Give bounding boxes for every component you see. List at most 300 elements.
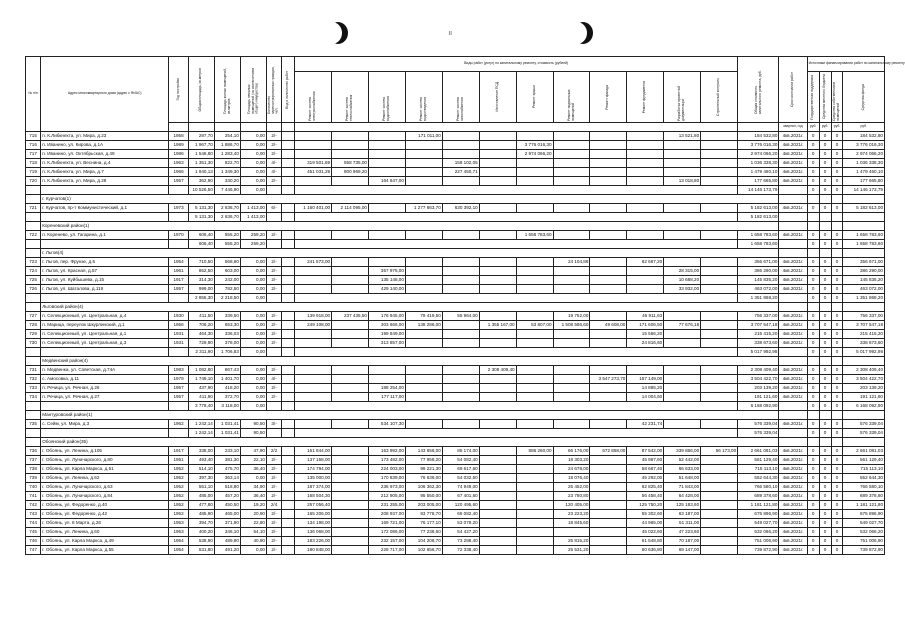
finance-cell: 751 006,90 — [843, 537, 885, 546]
row-address: г. Обоянь, ул. Федоренко, д.40 — [41, 501, 169, 510]
subtotal-row — [26, 213, 885, 222]
empty-cell — [266, 240, 281, 249]
row-address: п. К.Либкнехта, ул. Мира, д.7 — [41, 168, 169, 177]
row-deadline: 4кв.2021г. — [779, 159, 807, 168]
table-row — [26, 501, 885, 510]
subtotal-area: 606,40 — [188, 240, 214, 249]
row-work-cost — [479, 330, 516, 339]
table-row — [26, 465, 885, 474]
row-deadline: 4кв.2021г. — [779, 447, 807, 456]
row-number: 725 — [26, 276, 41, 285]
row-nonliving-area: 0,00 — [240, 258, 266, 267]
row-work-cost — [590, 258, 627, 267]
row-work-cost — [479, 312, 516, 321]
row-total-area: 297,70 — [188, 132, 214, 141]
row-work-cost — [479, 285, 516, 294]
row-work-cost — [590, 456, 627, 465]
finance-cell: 191 121,60 — [843, 393, 885, 402]
row-work-cost — [442, 177, 479, 186]
row-total-area: 1 082,80 — [188, 366, 214, 375]
empty-cell — [26, 294, 41, 303]
row-work-cost — [701, 312, 738, 321]
row-number: 736 — [26, 447, 41, 456]
row-total-cost: 191 121,60 — [738, 393, 779, 402]
finance-cell: 1 658 783,60 — [843, 231, 885, 240]
row-work-cost: 69 147,00 — [664, 546, 701, 555]
row-work-cost — [701, 321, 738, 330]
finance-cell: 0 — [807, 348, 819, 357]
subtotal-nonliving: 1 413,00 — [240, 213, 266, 222]
row-total-cost: 689 378,60 — [738, 492, 779, 501]
row-nonliving-area: 0,00 — [240, 276, 266, 285]
row-work-cost — [479, 474, 516, 483]
subtotal-area: 10 526,50 — [188, 186, 214, 195]
row-work-cost: 82 667,20 — [627, 258, 664, 267]
row-total-area: 400,20 — [188, 528, 214, 537]
row-work-cost: 24 104,88 — [553, 258, 590, 267]
finance-cell: 0 — [819, 258, 831, 267]
row-total-cost: 463 072,00 — [738, 285, 779, 294]
row-living-area: 1 031,41 — [214, 420, 240, 429]
finance-cell: 338 673,60 — [843, 339, 885, 348]
row-work-cost — [295, 375, 332, 384]
row-work-cost — [516, 267, 553, 276]
finance-cell: 0 — [819, 393, 831, 402]
subtotal-nonliving: 259,20 — [240, 240, 266, 249]
crescent-mark-left — [328, 22, 342, 44]
finance-cell: 184 532,80 — [843, 132, 885, 141]
row-work-cost: 171 011,00 — [405, 132, 442, 141]
finance-cell — [819, 213, 831, 222]
finance-cell: 0 — [831, 348, 843, 357]
row-work-cost: 45 022,60 — [627, 528, 664, 537]
row-work-cost — [442, 366, 479, 375]
row-work-cost: 1 658 783,60 — [516, 231, 553, 240]
row-work-cost — [479, 447, 516, 456]
row-work-cost: 51 648,00 — [664, 474, 701, 483]
finance-cell — [843, 222, 885, 231]
finance-cell — [843, 357, 885, 366]
row-work-cost — [332, 231, 369, 240]
finance-cell: 0 — [819, 483, 831, 492]
row-work-cost — [664, 366, 701, 375]
subtotal-living: 2 636,70 — [214, 213, 240, 222]
finance-cell: 0 — [819, 384, 831, 393]
row-work-cost — [516, 159, 553, 168]
finance-cell: 715 113,10 — [843, 465, 885, 474]
finance-cell: 0 — [831, 294, 843, 303]
region-label: г. Льгов(4) — [41, 249, 779, 258]
row-work-cost — [627, 150, 664, 159]
finance-cell: 0 — [807, 492, 819, 501]
finance-cell: 0 — [819, 321, 831, 330]
row-kind — [282, 456, 295, 465]
row-residents: 6/- — [266, 204, 281, 213]
finance-cell: 689 378,60 — [843, 492, 885, 501]
row-work-cost — [553, 339, 590, 348]
subtotal-total: 14 146 173,79 — [738, 186, 779, 195]
finance-cell: 0 — [831, 321, 843, 330]
empty-cell — [779, 411, 807, 420]
finance-cell: 0 — [807, 285, 819, 294]
table-row — [26, 366, 885, 375]
finance-cell: 0 — [819, 546, 831, 555]
header-nonliving-area: Площадь нежилых помещений (за исключением общего имущества) — [240, 57, 266, 123]
row-work-cost — [664, 204, 701, 213]
row-work-cost — [627, 177, 664, 186]
empty-cell — [779, 429, 807, 438]
row-work-cost — [295, 384, 332, 393]
row-deadline: 4кв.2021г. — [779, 258, 807, 267]
row-kind — [282, 465, 295, 474]
row-kind — [282, 258, 295, 267]
empty-cell — [26, 303, 41, 312]
row-work-cost: 183 226,00 — [295, 537, 332, 546]
row-kind — [282, 339, 295, 348]
row-work-cost — [405, 231, 442, 240]
finance-cell: 0 — [807, 474, 819, 483]
row-year: 1986 — [169, 150, 189, 159]
row-deadline: 4кв.2021г. — [779, 177, 807, 186]
row-work-cost — [664, 141, 701, 150]
subtotal-row — [26, 186, 885, 195]
empty-cell — [282, 213, 295, 222]
row-living-area: 555,20 — [214, 231, 240, 240]
table-row — [26, 528, 885, 537]
table-row — [26, 537, 885, 546]
row-number: 717 — [26, 150, 41, 159]
finance-cell: 0 — [819, 141, 831, 150]
row-work-cost: 199 849,00 — [368, 330, 405, 339]
row-deadline: 4кв.2021г. — [779, 384, 807, 393]
unit-rub: руб. — [819, 123, 831, 132]
finance-cell: 0 — [807, 420, 819, 429]
row-work-cost: 54 427,20 — [442, 528, 479, 537]
table-row — [26, 519, 885, 528]
row-work-cost — [590, 537, 627, 546]
finance-cell: 0 — [819, 339, 831, 348]
finance-cell — [843, 438, 885, 447]
empty-cell — [282, 186, 295, 195]
row-work-cost — [701, 132, 738, 141]
row-work-cost — [516, 456, 553, 465]
finance-cell — [807, 249, 819, 258]
row-work-cost — [590, 465, 627, 474]
unit-cell — [295, 123, 738, 132]
row-work-cost: 52 442,00 — [664, 456, 701, 465]
finance-cell: 3 776 016,30 — [843, 141, 885, 150]
finance-cell: 0 — [819, 501, 831, 510]
row-nonliving-area: 0,00 — [240, 393, 266, 402]
row-nonliving-area: 34,90 — [240, 483, 266, 492]
unit-month: квартал, год — [779, 123, 807, 132]
row-work-cost: 47 223,60 — [664, 528, 701, 537]
subtotal-row — [26, 240, 885, 249]
row-work-cost — [701, 537, 738, 546]
finance-cell: 0 — [807, 501, 819, 510]
row-nonliving-area: 0,00 — [240, 330, 266, 339]
row-residents: 3/- — [266, 420, 281, 429]
row-residents: 4/- — [266, 168, 281, 177]
row-work-cost — [590, 150, 627, 159]
finance-cell: 0 — [831, 537, 843, 546]
subtotal-total: 576 339,04 — [738, 429, 779, 438]
row-kind — [282, 330, 295, 339]
row-number: 733 — [26, 384, 41, 393]
row-work-cost: 13 521,80 — [664, 132, 701, 141]
row-work-cost — [479, 150, 516, 159]
row-year: 1963 — [169, 159, 189, 168]
subtotal-living: 2 218,50 — [214, 294, 240, 303]
row-nonliving-area: 54,10 — [240, 528, 266, 537]
row-deadline: 4кв.2021г. — [779, 312, 807, 321]
finance-cell — [807, 357, 819, 366]
row-living-area: 653,30 — [214, 321, 240, 330]
empty-cell — [169, 213, 189, 222]
row-year: 1970 — [169, 231, 189, 240]
row-address: г. Льгов, пер. Фрунзе, д.5 — [41, 258, 169, 267]
row-work-cost — [442, 276, 479, 285]
row-work-cost — [368, 366, 405, 375]
row-work-cost — [479, 519, 516, 528]
row-deadline: 4кв.2021г. — [779, 537, 807, 546]
row-work-cost — [553, 366, 590, 375]
row-total-cost: 356 671,00 — [738, 258, 779, 267]
row-work-cost — [442, 330, 479, 339]
row-work-cost — [479, 276, 516, 285]
region-label: Медвенский район(4) — [41, 357, 779, 366]
row-work-cost: 138 286,00 — [405, 321, 442, 330]
row-work-cost — [590, 132, 627, 141]
table-row — [26, 132, 885, 141]
empty-cell — [295, 186, 738, 195]
finance-cell: 0 — [831, 519, 843, 528]
empty-cell — [26, 402, 41, 411]
row-work-cost: 135 000,00 — [295, 474, 332, 483]
row-work-cost — [479, 339, 516, 348]
row-work-cost — [516, 492, 553, 501]
finance-cell: 0 — [807, 294, 819, 303]
header-work-6: Изготовление ПСД — [479, 72, 516, 123]
region-header-row — [26, 411, 885, 420]
finance-cell: 0 — [819, 150, 831, 159]
row-work-cost: 104 208,70 — [405, 537, 442, 546]
row-year: 1966 — [169, 168, 189, 177]
empty-cell — [26, 240, 41, 249]
row-residents: 2/- — [266, 393, 281, 402]
row-work-cost: 49 608,00 — [590, 321, 627, 330]
row-work-cost — [332, 510, 369, 519]
row-total-cost: 1 479 460,10 — [738, 168, 779, 177]
finance-cell: 0 — [831, 258, 843, 267]
subtotal-area: 2 855,30 — [188, 294, 214, 303]
row-number: 719 — [26, 168, 41, 177]
row-number: 727 — [26, 312, 41, 321]
row-work-cost — [553, 168, 590, 177]
row-work-cost — [590, 546, 627, 555]
row-deadline: 4кв.2021г. — [779, 492, 807, 501]
empty-cell — [779, 186, 807, 195]
row-work-cost — [701, 375, 738, 384]
row-nonliving-area: 47,90 — [240, 447, 266, 456]
header-finance-group: Источники финансирования работ по капитальному ремонту — [807, 57, 884, 72]
row-work-cost: 228 717,00 — [368, 546, 405, 555]
finance-cell: 0 — [807, 528, 819, 537]
row-work-cost: 672 858,00 — [590, 447, 627, 456]
row-work-cost — [332, 420, 369, 429]
row-work-cost: 303 666,00 — [368, 321, 405, 330]
finance-cell: 0 — [831, 366, 843, 375]
finance-cell: 0 — [807, 168, 819, 177]
row-total-cost: 1 036 338,30 — [738, 159, 779, 168]
row-living-area: 418,20 — [214, 384, 240, 393]
row-work-cost: 558 735,00 — [332, 159, 369, 168]
row-work-cost: 139 918,00 — [295, 312, 332, 321]
row-work-cost — [479, 204, 516, 213]
row-address: г. Обоянь, ул. Ленина, д.105 — [41, 447, 169, 456]
row-address: с. Амосовка, д.11 — [41, 375, 169, 384]
finance-cell: 0 — [831, 492, 843, 501]
row-living-area: 233,10 — [214, 447, 240, 456]
row-work-cost: 187 374,00 — [295, 483, 332, 492]
row-kind — [282, 510, 295, 519]
table-row — [26, 168, 885, 177]
row-work-cost — [516, 420, 553, 429]
table-row — [26, 510, 885, 519]
row-work-cost — [627, 204, 664, 213]
row-work-cost — [701, 168, 738, 177]
row-residents: 2/- — [266, 276, 281, 285]
row-work-cost — [479, 141, 516, 150]
row-number: 738 — [26, 465, 41, 474]
row-work-cost — [701, 501, 738, 510]
row-total-area: 411,90 — [188, 393, 214, 402]
row-kind — [282, 267, 295, 276]
row-work-cost: 24 816,60 — [627, 339, 664, 348]
finance-cell: 0 — [831, 177, 843, 186]
row-work-cost — [590, 420, 627, 429]
table-row — [26, 384, 885, 393]
unit-cell — [282, 123, 295, 132]
row-address: п. Селекционный, ул. Центральная, д.1 — [41, 330, 169, 339]
row-work-cost — [664, 393, 701, 402]
row-work-cost — [516, 276, 553, 285]
finance-cell: 0 — [807, 312, 819, 321]
row-address: п. К.Либкнехта, ул. Мира, д.28 — [41, 177, 169, 186]
row-residents: 2/- — [266, 528, 281, 537]
row-residents: 2/- — [266, 546, 281, 555]
row-total-area: 1 242,14 — [188, 420, 214, 429]
empty-cell — [169, 294, 189, 303]
row-number: 742 — [26, 501, 41, 510]
row-total-cost: 751 006,90 — [738, 537, 779, 546]
finance-cell — [819, 438, 831, 447]
row-work-cost — [701, 510, 738, 519]
header-address: Адрес многоквартирного дома (адрес с ФИАС) — [41, 57, 169, 132]
finance-cell: 0 — [819, 510, 831, 519]
finance-cell: 0 — [807, 519, 819, 528]
row-total-area: 1 749,10 — [188, 375, 214, 384]
row-work-cost — [701, 258, 738, 267]
finance-cell: 0 — [807, 375, 819, 384]
row-work-cost — [332, 141, 369, 150]
finance-cell — [819, 195, 831, 204]
finance-cell: 0 — [819, 330, 831, 339]
finance-cell: 0 — [831, 447, 843, 456]
row-work-cost — [701, 267, 738, 276]
empty-cell — [779, 213, 807, 222]
row-work-cost — [405, 339, 442, 348]
finance-cell: 0 — [831, 375, 843, 384]
row-work-cost: 99 221,30 — [405, 465, 442, 474]
row-total-area: 538,90 — [188, 537, 214, 546]
row-work-cost — [553, 177, 590, 186]
finance-cell: 756 337,00 — [843, 312, 885, 321]
row-work-cost — [701, 456, 738, 465]
row-living-area: 822,70 — [214, 159, 240, 168]
row-work-cost — [332, 366, 369, 375]
row-work-cost — [479, 537, 516, 546]
table-row — [26, 177, 885, 186]
row-work-cost — [701, 465, 738, 474]
row-work-cost: 157 149,00 — [627, 375, 664, 384]
row-total-cost: 3 776 016,30 — [738, 141, 779, 150]
header-work-12: Строительный контроль — [701, 72, 738, 123]
finance-cell: 0 — [831, 150, 843, 159]
subtotal-total: 6 168 092,90 — [738, 402, 779, 411]
finance-cell: 0 — [819, 429, 831, 438]
row-work-cost: 56 173,00 — [701, 447, 738, 456]
row-work-cost — [664, 231, 701, 240]
row-work-cost: 25 815,20 — [553, 537, 590, 546]
row-year: 1952 — [169, 492, 189, 501]
row-work-cost: 176 945,00 — [368, 312, 405, 321]
row-work-cost: 143 656,00 — [405, 447, 442, 456]
row-work-cost — [442, 321, 479, 330]
row-work-cost — [332, 447, 369, 456]
finance-cell: 0 — [807, 276, 819, 285]
empty-cell — [779, 240, 807, 249]
row-work-cost — [701, 285, 738, 294]
finance-cell: 0 — [807, 447, 819, 456]
row-work-cost — [701, 366, 738, 375]
finance-cell: 356 671,00 — [843, 258, 885, 267]
finance-cell: 0 — [807, 267, 819, 276]
row-total-area: 485,00 — [188, 492, 214, 501]
row-work-cost: 45 292,00 — [627, 474, 664, 483]
finance-cell — [807, 222, 819, 231]
row-work-cost — [332, 393, 369, 402]
row-work-cost: 53 807,00 — [516, 321, 553, 330]
row-work-cost: 534 107,30 — [368, 420, 405, 429]
row-year: 1961 — [169, 267, 189, 276]
finance-cell — [807, 195, 819, 204]
row-deadline: 4кв.2021г. — [779, 321, 807, 330]
table-row — [26, 492, 885, 501]
finance-cell: 0 — [831, 240, 843, 249]
row-deadline: 4кв.2021г. — [779, 276, 807, 285]
finance-cell: 561 129,40 — [843, 456, 885, 465]
finance-cell: 0 — [831, 465, 843, 474]
empty-cell — [26, 249, 41, 258]
row-work-cost: 451 031,29 — [295, 168, 332, 177]
empty-cell — [169, 186, 189, 195]
row-work-cost — [553, 528, 590, 537]
row-year: 1917 — [169, 276, 189, 285]
row-work-cost — [701, 204, 738, 213]
finance-cell: 0 — [819, 366, 831, 375]
row-work-cost — [332, 456, 369, 465]
